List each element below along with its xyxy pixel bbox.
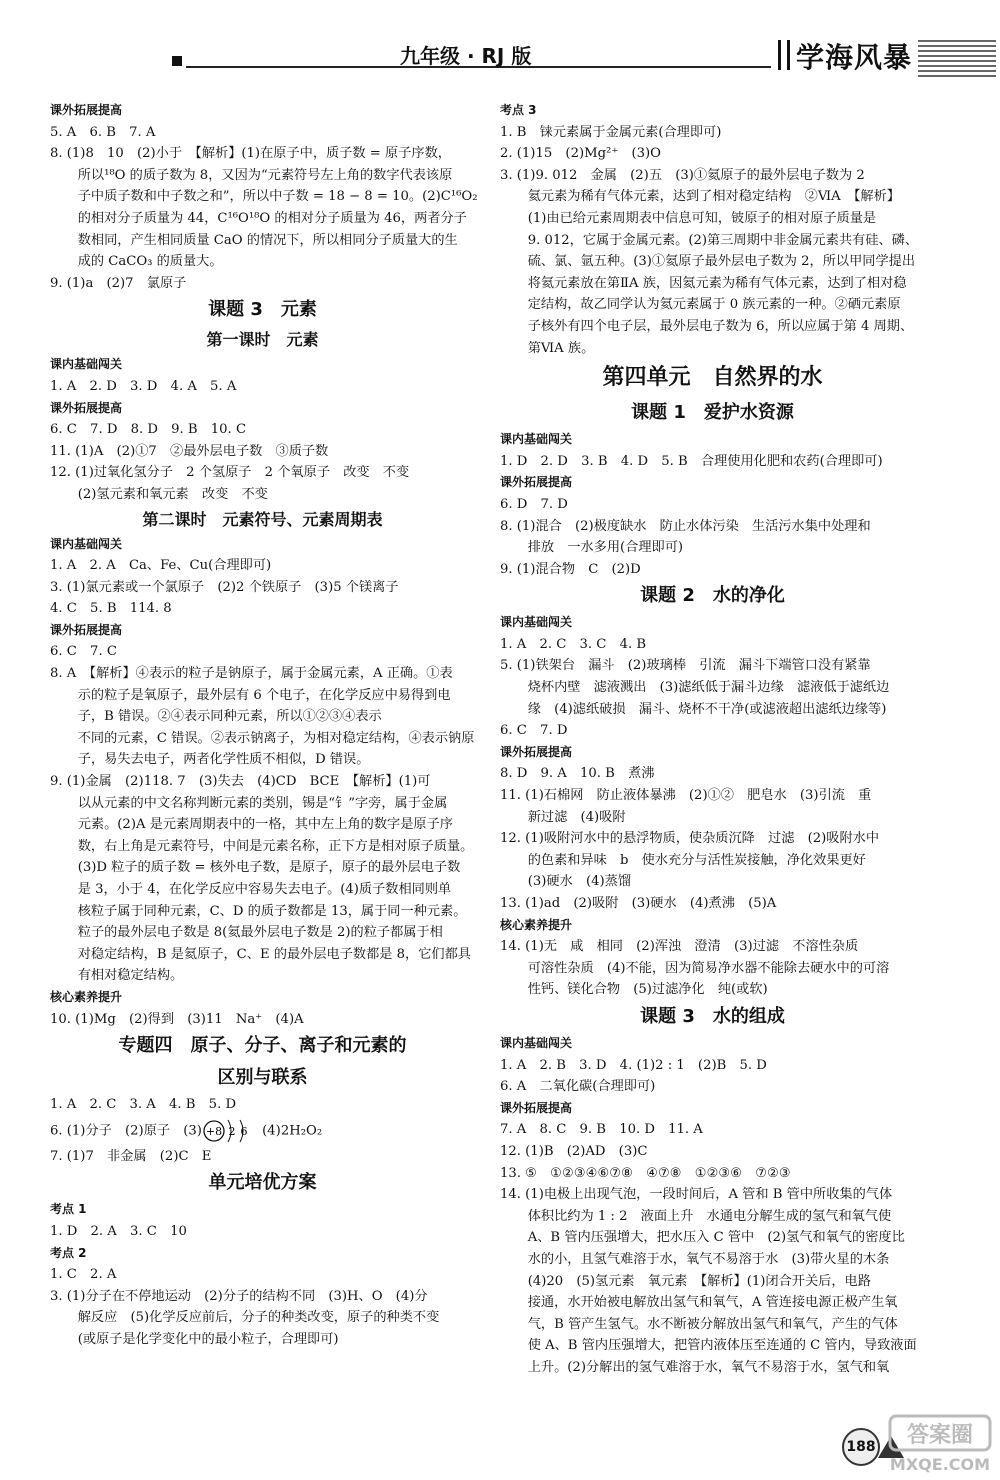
answer-continuation: 体积比约为 1 : 2 液面上升 水通电分解生成的氢气和氧气使	[527, 1208, 892, 1224]
answer-line: 6. C 7. C	[50, 644, 117, 660]
answer-line: 8. (1)8 10 (2)小于 【解析】(1)在原子中，质子数 = 原子序数，	[50, 146, 451, 162]
answer-line: 14. (1)电极上出现气泡，一段时间后，A 管和 B 管中所收集的气体	[500, 1187, 893, 1203]
section-heading: 区别与联系	[217, 1067, 308, 1089]
section-heading: 课题 2 水的净化	[640, 585, 785, 607]
answer-continuation: 将氦元素放在第ⅡA 族，因氦元素为稀有气体元素，达到了相对稳	[527, 275, 907, 291]
answer-continuation: 对稳定结构，B 是氦原子，C、E 的最外层电子数都是 8，它们都具	[77, 946, 471, 962]
answer-continuation: 9. 012，它属于金属元素。(2)第三周期中非金属元素共有硅、磷、	[527, 232, 919, 248]
section-label: 课外拓展提高	[500, 744, 573, 759]
section-heading: 课题 3 元素	[208, 299, 317, 321]
answer-line: 8. D 9. A 10. B 煮沸	[500, 766, 655, 782]
watermark-logo	[888, 1412, 996, 1476]
left-column	[50, 100, 478, 1351]
answer-line: 3. (1)氯元素或一个氯原子 (2)2 个铁原子 (3)5 个镁离子	[50, 579, 399, 595]
answer-line: 12. (1)B (2)AD (3)C	[500, 1143, 648, 1159]
answer-line: 6. A 二氧化碳(合理即可)	[500, 1079, 656, 1095]
answer-continuation: 不同的元素，C 错误。②表示钠离子，为相对稳定结构，④表示钠原	[77, 730, 475, 746]
section-label: 课外拓展提高	[500, 475, 573, 490]
answer-line: 7. A 8. C 9. B 10. D 11. A	[500, 1122, 703, 1138]
answer-continuation: 是 3，小于 4，在化学反应中容易失去电子。(4)质子数相同则单	[77, 882, 452, 897]
answer-continuation: 核粒子属于同种元素，C、D 的质子数都是 13，属于同一种元素。	[77, 903, 467, 919]
answer-continuation: 示的粒子是氧原子，最外层有 6 个电子，在化学反应中易得到电	[77, 687, 451, 703]
section-label: 课外拓展提高	[50, 622, 123, 637]
answer-line: 12. (1)过氧化氢分子 2 个氢原子 2 个氧原子 改变 不变	[50, 465, 410, 481]
svg-text:答案圈: 答案圈	[906, 1423, 974, 1448]
answer-line: 1. B 铼元素属于金属元素(合理即可)	[500, 124, 722, 140]
nucleus-charge: +8	[205, 1124, 223, 1138]
header-bars-icon	[778, 40, 790, 70]
answer-continuation: 硫、氯、氩五种。(3)①氦原子最外层电子数为 2，所以甲同学提出	[527, 254, 916, 270]
answer-continuation: 的相对分子质量为 44，C¹⁶O¹⁸O 的相对分子质量为 46，两者分子	[77, 210, 467, 226]
answer-continuation: 接通，水开始被电解放出氢气和氧气，A 管连接电源正极产生氧	[527, 1295, 898, 1311]
electron-count: 2	[228, 1124, 236, 1138]
answer-line: 1. A 2. B 3. D 4. (1)2 : 1 (2)B 5. D	[500, 1057, 767, 1073]
answer-continuation: 烧杯内壁 滤液溅出 (3)滤纸低于漏斗边缘 滤液低于滤纸边	[527, 680, 890, 696]
answer-continuation: 数，右上角是元素符号，中间是元素名称，正下方是相对原子质量。	[77, 838, 474, 854]
answer-line: 11. (1)A (2)①7 ②最外层电子数 ③质子数	[50, 443, 329, 459]
answer-line: 9. (1)混合物 C (2)D	[500, 561, 641, 577]
answer-line: 1. A 2. D 3. D 4. A 5. A	[50, 378, 237, 394]
subsection-heading: 第一课时 元素	[206, 330, 319, 350]
answer-line: 1. A 2. A Ca、Fe、Cu(合理即可)	[50, 558, 272, 574]
page-header	[0, 0, 1000, 95]
section-heading: 单元培优方案	[208, 1172, 317, 1194]
answer-continuation: (2)氢元素和氧元素 改变 不变	[77, 486, 268, 502]
answer-line: 5. A 6. B 7. A	[50, 124, 156, 140]
answer-continuation: 缘 (4)滤纸破损 漏斗、烧杯不干净(或滤液超出滤纸边缘等)	[527, 701, 887, 717]
answer-line: 13. ⑤ ①②③④⑥⑦⑧ ④⑦⑧ ①②③⑥ ⑦②③	[500, 1165, 791, 1181]
answer-line: 6. C 7. D	[500, 723, 568, 739]
section-label: 考点 1	[50, 1202, 87, 1217]
answer-line: 5. (1)铁架台 漏斗 (2)玻璃棒 引流 漏斗下端管口没有紧靠	[500, 658, 871, 674]
section-heading: 专题四 原子、分子、离子和元素的	[118, 1035, 407, 1057]
answer-line: 9. (1)a (2)7 氯原子	[50, 275, 187, 291]
answer-line: 14. (1)无 咸 相同 (2)浑浊 澄清 (3)过滤 不溶性杂质	[500, 939, 859, 955]
answer-continuation: (3)D 粒子的质子数 = 核外电子数，是原子，原子的最外层电子数	[77, 860, 461, 876]
answer-line: 9. (1)金属 (2)118. 7 (3)失去 (4)CD BCE 【解析】(1)可	[50, 774, 431, 790]
section-label: 考点 2	[50, 1245, 87, 1260]
answer-continuation: 排放 一水多用(合理即可)	[527, 540, 684, 556]
answer-continuation: A、B 管内压强增大，把水压入 C 管中 (2)氢气和氧气的密度比	[527, 1230, 905, 1246]
answer-line: 3. (1)分子在不停地运动 (2)分子的结构不同 (3)H、O (4)分	[50, 1288, 428, 1304]
section-label: 考点 3	[500, 103, 537, 117]
answer-continuation: 水的小，且氢气难溶于水，氧气不易溶于水 (3)带火星的木条	[527, 1251, 890, 1267]
answer-text: 6. (1)分子 (2)原子 (3)	[50, 1123, 202, 1139]
subsection-heading: 第二课时 元素符号、元素周期表	[142, 509, 383, 529]
answer-line: 11. (1)石棉网 防止液体暴沸 (2)①② 肥皂水 (3)引流 重	[500, 788, 872, 804]
header-title: 九年级 · RJ 版	[400, 44, 532, 68]
section-label: 课内基础闯关	[50, 357, 123, 372]
answer-line-atom	[50, 1116, 475, 1146]
right-column	[500, 100, 925, 1378]
answer-line: 1. D 2. D 3. B 4. D 5. B 合理使用化肥和农药(合理即可)	[500, 453, 883, 469]
answer-line: 1. D 2. A 3. C 10	[50, 1223, 187, 1239]
answer-continuation: 上升。(2)分解出的氢气难溶于水，氧气不易溶于水，氢气和氧	[527, 1359, 890, 1375]
answer-line: 8. (1)混合 (2)极度缺水 防止水体污染 生活污水集中处理和	[500, 518, 871, 534]
answer-continuation: 元素。(2)A 是元素周期表中的一格，其中左上角的数字是原子序	[77, 817, 453, 833]
answer-line: 2. (1)15 (2)Mg²⁺ (3)O	[500, 146, 661, 162]
answer-line: 8. A 【解析】④表示的粒子是钠原子，属于金属元素，A 正确。①表	[50, 666, 453, 682]
answer-continuation: 成的 CaCO₃ 的质量大。	[77, 254, 223, 270]
answer-line: 13. (1)ad (2)吸附 (3)硬水 (4)煮沸 (5)A	[500, 896, 777, 911]
answer-continuation: 解反应 (5)化学反应前后，分子的种类改变，原子的种类不变	[77, 1310, 440, 1326]
answer-continuation: 以从元素的中文名称判断元素的类别，锡是“钅”字旁，属于金属	[77, 795, 448, 811]
atom-structure-diagram	[202, 1116, 258, 1146]
answer-continuation: 使 A、B 管内压强增大，把管内液体压至连通的 C 管内，导致液面	[527, 1338, 917, 1354]
section-label: 课外拓展提高	[50, 103, 123, 117]
answer-continuation: 子核外有四个电子层，最外层电子数为 6，所以应属于第 4 周期、	[527, 318, 914, 334]
section-label: 核心素养提升	[500, 917, 573, 932]
section-label: 课内基础闯关	[500, 615, 573, 630]
section-label: 课内基础闯关	[500, 1035, 573, 1050]
answer-line: 4. C 5. B 114. 8	[50, 601, 172, 617]
section-label: 课外拓展提高	[50, 400, 123, 415]
answer-line: 3. (1)9. 012 金属 (2)五 (3)①氦原子的最外层电子数为 2	[500, 167, 865, 183]
section-label: 课内基础闯关	[500, 432, 573, 447]
section-label: 课内基础闯关	[50, 536, 123, 551]
section-heading: 课题 1 爱护水资源	[631, 402, 794, 424]
answer-continuation: 子，B 错误。②④表示同种元素，所以①②③④表示	[77, 709, 382, 725]
answer-continuation: (4)20 (5)氢元素 氧元素 【解析】(1)闭合开关后，电路	[527, 1273, 871, 1289]
answer-line: 1. A 2. C 3. C 4. B	[500, 636, 647, 652]
answer-continuation: 的色素和异味 b 使水充分与活性炭接触，净化效果更好	[527, 852, 866, 868]
answer-continuation: 子，易失去电子，两者化学性质不相似，D 错误。	[77, 752, 370, 768]
answer-continuation: 所以¹⁸O 的质子数为 8，又因为“元素符号左上角的数字代表该原	[77, 167, 453, 183]
answer-continuation: 数相同，产生相同质量 CaO 的情况下，所以相同分子质量大的生	[77, 232, 458, 248]
header-brand-logo: 学海风暴	[796, 41, 913, 74]
unit-heading: 第四单元 自然界的水	[602, 365, 823, 391]
answer-continuation: 气，B 管产生氢气。水不断被分解放出氢气和氧气，产生的气体	[527, 1316, 898, 1332]
header-square-icon	[172, 56, 182, 66]
section-label: 课外拓展提高	[500, 1100, 573, 1115]
answer-continuation: 氦元素为稀有气体元素，达到了相对稳定结构 ②ⅥA 【解析】	[527, 189, 900, 205]
answer-continuation: (3)硬水 (4)蒸馏	[527, 874, 632, 890]
answer-line: 6. D 7. D	[500, 496, 568, 512]
answer-continuation: 新过滤 (4)吸附	[527, 809, 626, 825]
answer-continuation: (或原子是化学变化中的最小粒子，合理即可)	[77, 1331, 339, 1347]
answer-line: 6. C 7. D 8. D 9. B 10. C	[50, 422, 247, 438]
answer-continuation: 粒子的最外层电子数是 8(氦最外层电子数是 2)的粒子都属于相	[77, 925, 443, 941]
answer-continuation: 第ⅥA 族。	[527, 340, 595, 356]
answer-continuation: (1)由已给元素周期表中信息可知，铍原子的相对原子质量是	[527, 210, 877, 226]
answer-line: 7. (1)7 非金属 (2)C E	[50, 1148, 212, 1164]
answer-line: 12. (1)吸附河水中的悬浮物质，使杂质沉降 过滤 (2)吸附水中	[500, 831, 880, 847]
answer-line: 10. (1)Mg (2)得到 (3)11 Na⁺ (4)A	[50, 1011, 304, 1027]
section-heading: 课题 3 水的组成	[640, 1005, 785, 1027]
answer-text: (4)2H₂O₂	[257, 1123, 323, 1139]
page-number: 188	[842, 1428, 880, 1466]
answer-continuation: 定结构，故乙同学认为氦元素属于 0 族元素的一种。②硒元素原	[527, 297, 901, 313]
answer-continuation: 子中质子数和中子数之和”，所以中子数 = 18 − 8 = 10。(2)C¹⁶O₂	[77, 189, 478, 205]
answer-continuation: 性钙、镁化合物 (5)过滤净化 纯(或软)	[527, 982, 768, 998]
answer-line: 1. A 2. C 3. A 4. B 5. D	[50, 1097, 237, 1113]
electron-count: 6	[240, 1124, 248, 1138]
svg-text:MXQE.COM: MXQE.COM	[889, 1455, 991, 1474]
section-label: 核心素养提升	[50, 989, 123, 1004]
answer-continuation: 可溶性杂质 (4)不能，因为简易净水器不能除去硬水中的可溶	[527, 960, 890, 976]
answer-continuation: 有相对稳定结构。	[77, 968, 184, 984]
answer-line: 1. C 2. A	[50, 1267, 117, 1283]
header-stripes-decoration	[918, 40, 996, 80]
